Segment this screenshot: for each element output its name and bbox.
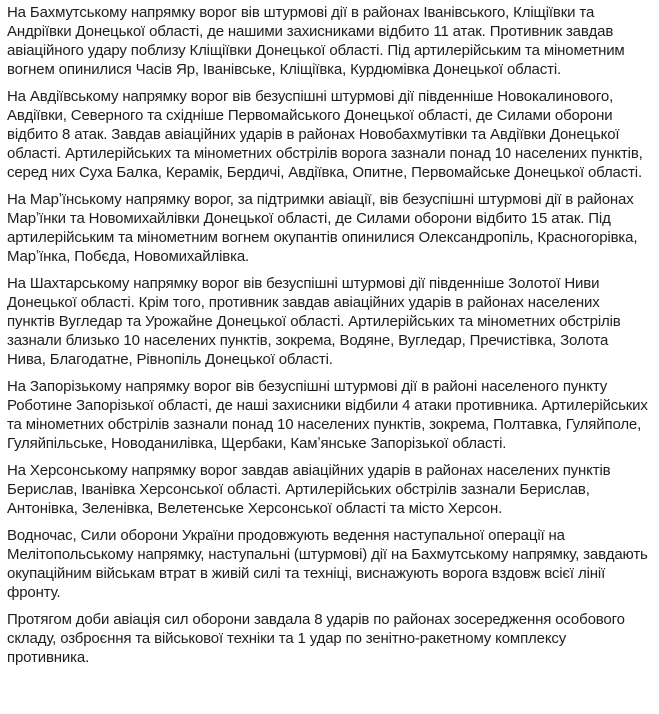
paragraph-avdiivka-direction: На Авдіївському напрямку ворог вів безуспішні штурмові дії південніше Новокалинового, Авдіївки, Северного та східніше Первомайського Донецької області, де Силами оборони відбито 8 атак. Завдав авіаційних ударів в районах Новобахмутівки та Авдіївки Донецької області. Артилерійських та мінометних обстрілів ворога зазнали понад 10 населених пунктів, серед них Суха Балка, Керамік, Бердичі, Авдіївка, Опитне, Первомайське Донецької області.: [7, 88, 643, 181]
paragraph-defense-offensive-summary: Водночас, Сили оборони України продовжують ведення наступальної операції на Мелітопольському напрямку, наступальні (штурмові) дії на Бахмутському напрямку, завдають окупаційним військам втрат в живій силі та техніці, виснажують ворога вздовж всієї лінії фронту.: [7, 527, 648, 601]
paragraph-zaporizhzhia-direction: На Запорізькому напрямку ворог вів безуспішні штурмові дії в районі населеного пункту Роботине Запорізької області, де наші захисники відбили 4 атаки противника. Артилерійських та мінометних обстрілів зазнали понад 10 населених пунктів, зокрема, Полтавка, Гуляйполе, Гуляйпільське, Новоданилівка, Щербаки, Камʼянське Запорізької області.: [7, 378, 648, 452]
paragraph-shakhtarske-direction: На Шахтарському напрямку ворог вів безуспішні штурмові дії південніше Золотої Ниви Донецької області. Крім того, противник завдав авіаційних ударів в районах населених пунктів Вугледар та Урожайне Донецької області. Артилерійських та мінометних обстрілів зазнали близько 10 населених пунктів, зокрема, Водяне, Вугледар, Пречистівка, Золота Нива, Благодатне, Рівнопіль Донецької області.: [7, 275, 621, 368]
paragraph-kherson-direction: На Херсонському напрямку ворог завдав авіаційних ударів в районах населених пунктів Берислав, Іванівка Херсонської області. Артилерійських обстрілів зазнали Берислав, Антонівка, Зеленівка, Велетенське Херсонської області та місто Херсон.: [7, 462, 611, 517]
paragraph-bakhmut-direction: На Бахмутському напрямку ворог вів штурмові дії в районах Іванівського, Кліщіївки та Андріївки Донецької області, де нашими захисниками відбито 11 атак. Противник завдав авіаційного удару поблизу Кліщіївки Донецької області. Під артилерійським та мінометним вогнем опинилися Часів Яр, Іванівське, Кліщіївка, Курдюмівка Донецької області.: [7, 4, 625, 78]
paragraph-aviation-strikes-summary: Протягом доби авіація сил оборони завдала 8 ударів по районах зосередження особового складу, озброєння та військової техніки та 1 удар по зенітно-ракетному комплексу противника.: [7, 611, 625, 666]
paragraph-marinka-direction: На Марʼїнському напрямку ворог, за підтримки авіації, вів безуспішні штурмові дії в районах Марʼїнки та Новомихайлівки Донецької області, де Силами оборони відбито 15 атак. Під артилерійським та мінометним вогнем окупантів опинилися Олександропіль, Красногорівка, Марʼїнка, Побєда, Новомихайлівка.: [7, 191, 638, 265]
